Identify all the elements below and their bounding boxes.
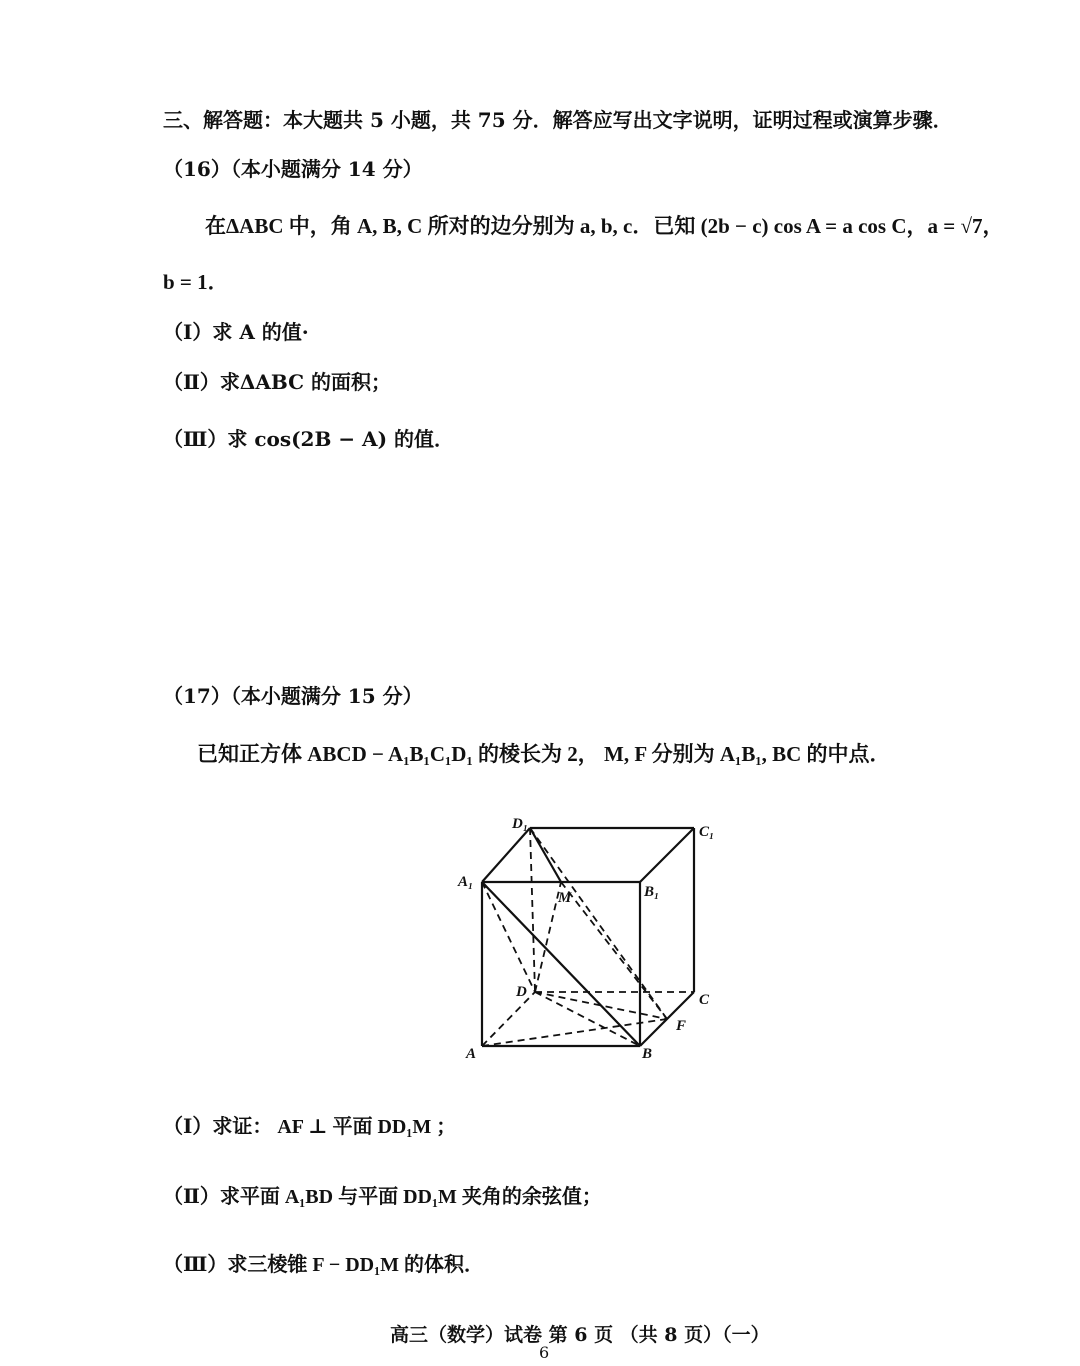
q16-part3: （Ⅲ）求 cos(2B − A) 的值． (163, 427, 455, 451)
label-D1: D₁ (512, 816, 529, 832)
label-C: C (699, 992, 710, 1008)
section-header: 三、解答题：本大题共 5 小题，共 75 分．解答应写出文字说明，证明过程或演算步骤． (163, 108, 953, 132)
cube-solid-edges (482, 828, 694, 1046)
q16-part1: （Ⅰ）求 A 的值· (163, 320, 309, 344)
cube-figure (440, 806, 740, 1064)
q17-part1: （Ⅰ）求证： AF ⊥ 平面 DD₁M ； (163, 1116, 457, 1138)
label-B: B (642, 1046, 653, 1062)
q16-part2: （Ⅱ）求ΔABC 的面积； (163, 370, 392, 394)
q16-number: （16）（本小题满分 14 分） (163, 157, 423, 181)
q17-stem: 已知正方体 ABCD − A₁B₁C₁D₁ 的棱长为 2， M, F 分别为 A₁B₁, BC 的中点． (197, 742, 891, 766)
q16-stem-line1: 在ΔABC 中，角 A, B, C 所对的边分别为 a, b, c．已知 (2b − c) cos A = a cos C，a = √7， (205, 214, 1004, 238)
label-A: A (466, 1046, 477, 1062)
label-F: F (676, 1018, 687, 1034)
q17-part3: （Ⅲ）求三棱锥 F − DD₁M 的体积． (163, 1254, 484, 1276)
q17-part2: （Ⅱ）求平面 A₁BD 与平面 DD₁M 夹角的余弦值； (163, 1186, 602, 1208)
label-C1: C₁ (699, 824, 715, 840)
label-A1: A₁ (458, 874, 474, 890)
label-M: M (558, 890, 572, 906)
footer-text: 高三（数学）试卷 第 6 页 （共 8 页）（一） (390, 1324, 770, 1346)
label-D: D (516, 984, 527, 1000)
footer-page-number: 6 (539, 1343, 550, 1362)
q16-stem-line2: b = 1． (163, 270, 229, 294)
label-B1: B₁ (644, 884, 660, 900)
q17-number: （17）（本小题满分 15 分） (163, 684, 423, 708)
